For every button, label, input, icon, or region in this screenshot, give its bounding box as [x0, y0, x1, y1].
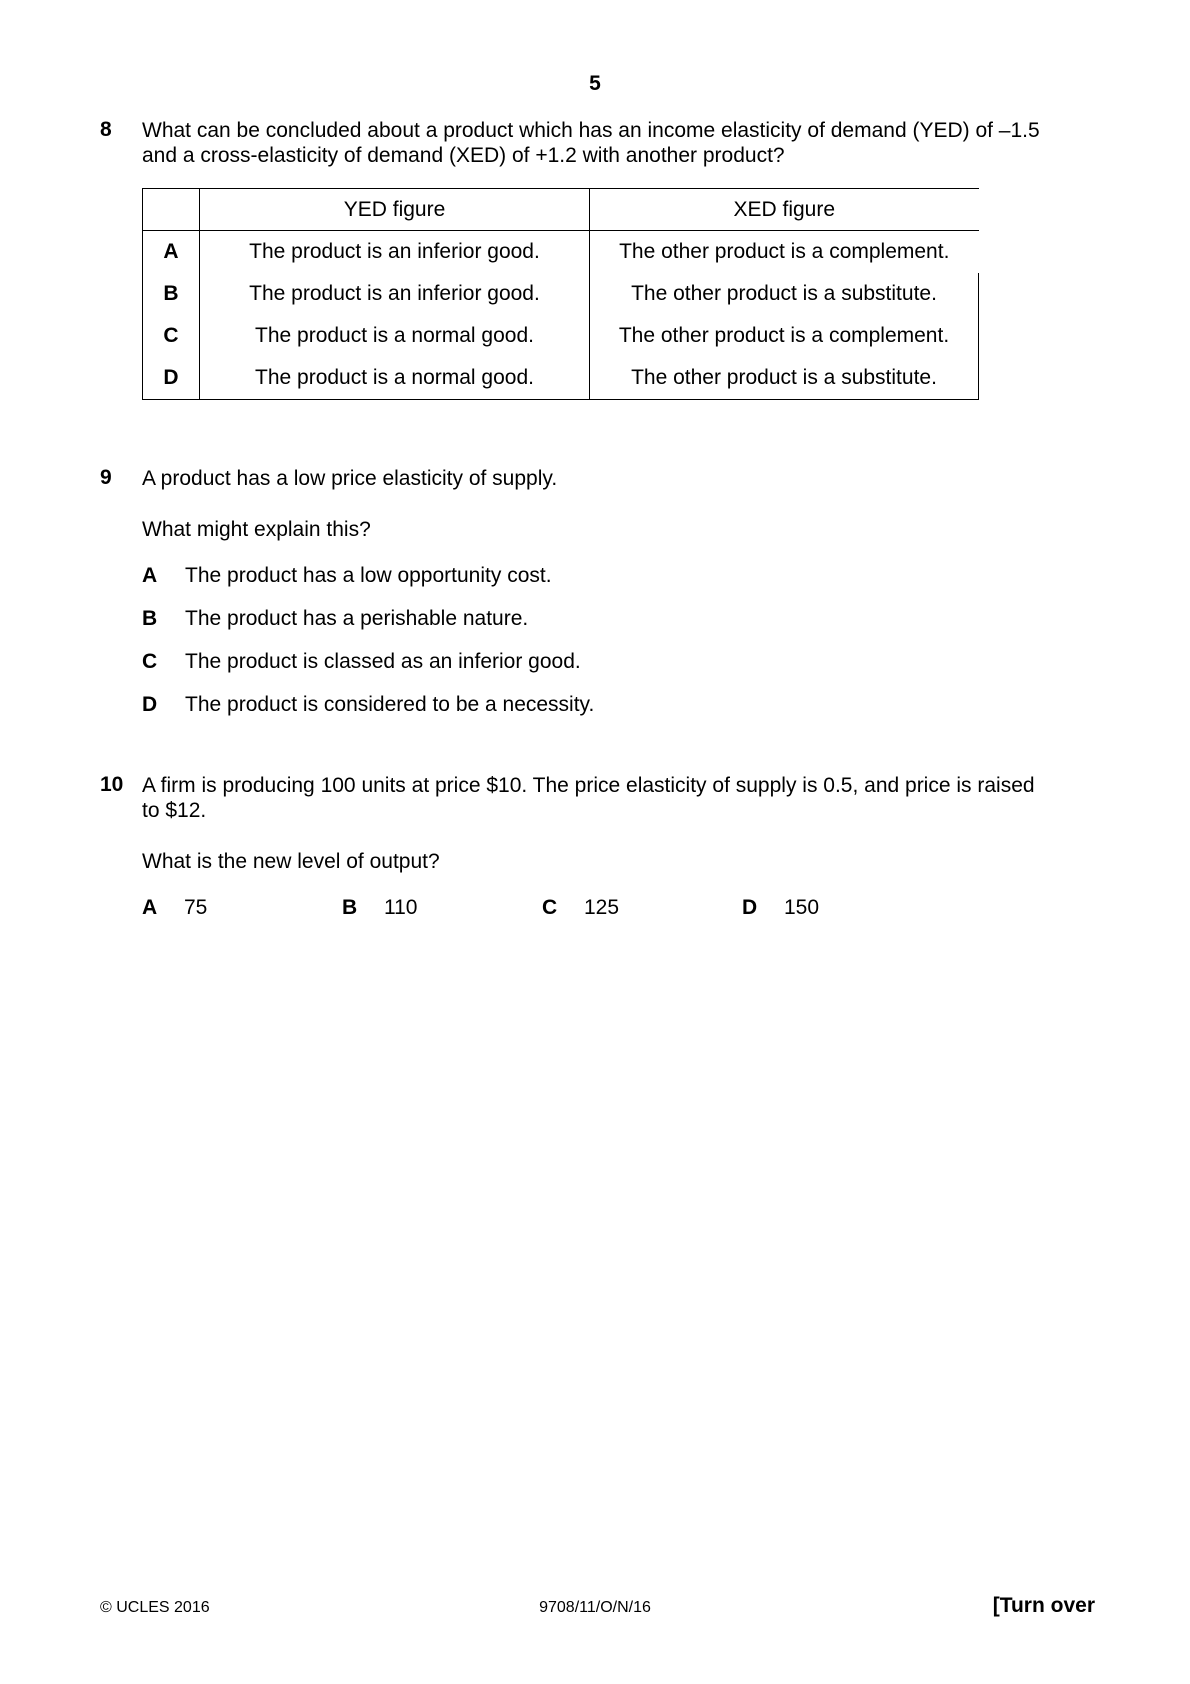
table-header-yed: YED figure: [200, 189, 590, 231]
answer-table: [142, 188, 979, 400]
option-letter: B: [142, 607, 158, 630]
footer-turn-over: [Turn over: [992, 1594, 1095, 1617]
xed-cell: The other product is a substitute.: [590, 357, 979, 400]
question-body: [142, 466, 1102, 716]
option-text: The product has a low opportunity cost.: [185, 564, 552, 587]
question-prompt: What might explain this?: [142, 518, 371, 541]
option-a: [142, 564, 552, 588]
option-text: The product has a perishable nature.: [185, 607, 529, 630]
option-letter: A: [142, 896, 158, 919]
question-body: [142, 118, 1102, 389]
question-stem-line-1: What can be concluded about a product which has an income elasticity of demand (YED) of –1.5: [142, 119, 1040, 142]
option-text: 75: [184, 896, 208, 919]
table-row: [143, 273, 979, 315]
yed-cell: The product is an inferior good.: [200, 273, 590, 315]
yed-cell: The product is a normal good.: [200, 357, 590, 400]
option-letter: B: [342, 896, 358, 919]
question-number: 10: [100, 773, 124, 796]
yed-cell: The product is an inferior good.: [200, 231, 590, 274]
option-letter: A: [142, 564, 158, 587]
option-text: 125: [584, 896, 620, 919]
option-letter: C: [143, 315, 200, 357]
option-letter: D: [142, 693, 158, 716]
option-text: 150: [784, 896, 820, 919]
option-a: [142, 896, 207, 920]
option-letter: C: [542, 896, 558, 919]
option-c: [542, 896, 619, 920]
xed-cell: The other product is a complement.: [619, 240, 950, 263]
xed-cell: The other product is a complement.: [590, 315, 979, 357]
option-letter: D: [742, 896, 758, 919]
question-stem-line-2: to $12.: [142, 799, 207, 822]
table-row: [143, 357, 979, 400]
question-prompt: What is the new level of output?: [142, 850, 440, 873]
table-row: [143, 231, 979, 274]
option-letter: B: [143, 273, 200, 315]
footer-copyright: © UCLES 2016: [100, 1599, 210, 1616]
option-letter: D: [143, 357, 200, 400]
option-b: [142, 607, 528, 631]
question-stem-line-1: A firm is producing 100 units at price $10. The price elasticity of supply is 0.5, and price is raised: [142, 774, 1035, 797]
page-number: 5: [589, 72, 601, 95]
option-d: [142, 693, 594, 717]
table-header-row: [143, 189, 979, 231]
question-number: 9: [100, 466, 112, 489]
table-row: [143, 315, 979, 357]
option-letter: A: [143, 231, 200, 274]
option-letter: C: [142, 650, 158, 673]
question-number: 8: [100, 118, 112, 141]
option-text: 110: [384, 896, 418, 919]
question-body: [142, 773, 1102, 919]
option-c: [142, 650, 581, 674]
table-header-xed: XED figure: [590, 189, 979, 231]
option-b: [342, 896, 417, 920]
yed-cell: The product is a normal good.: [200, 315, 590, 357]
table-header-blank: [143, 189, 200, 231]
footer-paper-code: 9708/11/O/N/16: [539, 1599, 651, 1616]
question-stem-line-2: and a cross-elasticity of demand (XED) of +1.2 with another product?: [142, 144, 785, 167]
option-text: The product is considered to be a necessity.: [185, 693, 595, 716]
option-text: The product is classed as an inferior good.: [185, 650, 581, 673]
option-d: [742, 896, 819, 920]
xed-cell: The other product is a substitute.: [590, 273, 979, 315]
question-stem: A product has a low price elasticity of supply.: [142, 467, 558, 490]
